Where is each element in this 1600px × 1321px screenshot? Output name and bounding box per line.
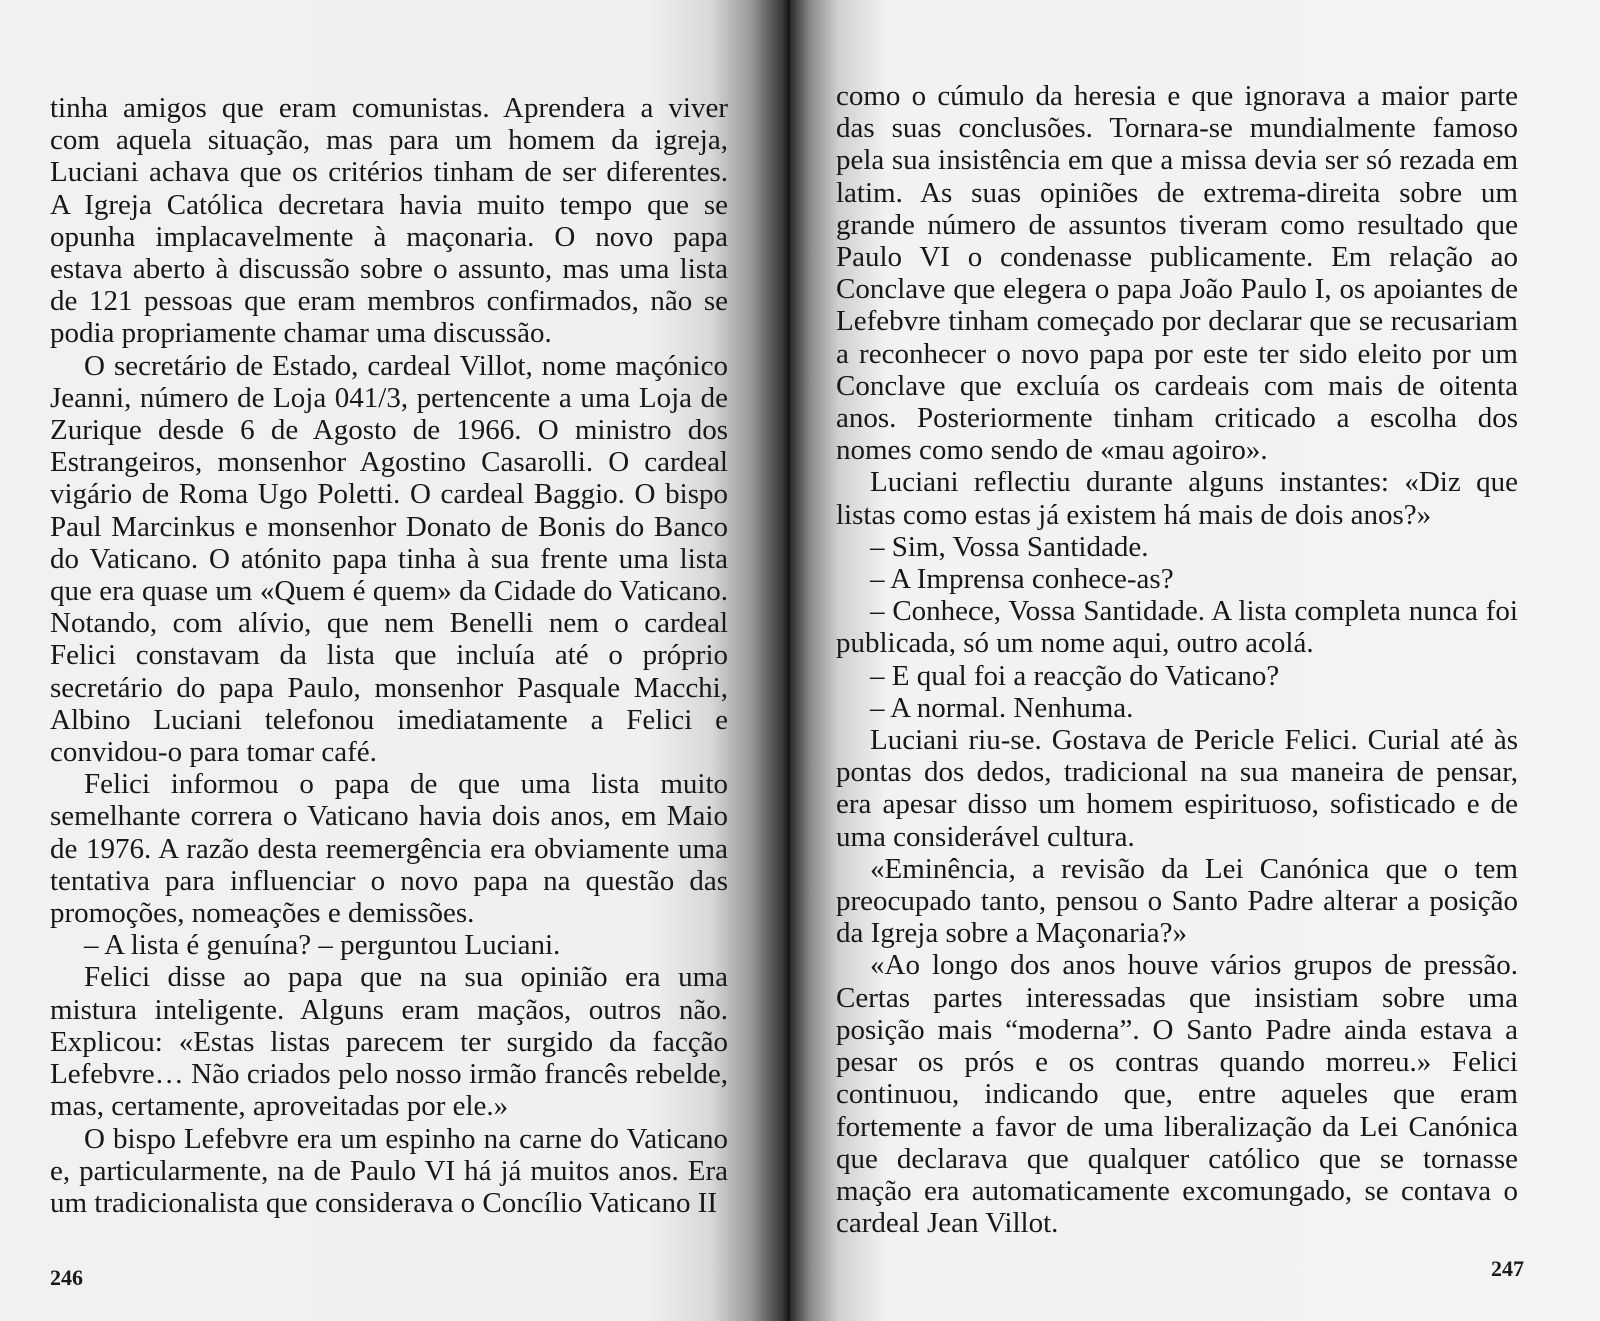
page-number: 246: [50, 1265, 83, 1290]
paragraph: tinha amigos que eram comunistas. Aprendera a viver com aquela situação, mas para um homem da igreja, Luciani achava que os critérios tinham de ser diferentes. A Igreja Católica decretara havia muito tempo que se opunha implacavelmente à maçonaria. O novo papa estava aberto à discussão sobre o assunto, mas uma lista de 121 pessoas que eram membros confirmados, não se podia propriamente chamar uma discussão.: [50, 92, 728, 350]
paragraph: O secretário de Estado, cardeal Villot, nome maçónico Jeanni, número de Loja 041/3, pertencente a uma Loja de Zurique desde 6 de Agosto de 1966. O ministro dos Estrangeiros, monsenhor Agostino Casarolli. O cardeal vigário de Roma Ugo Poletti. O cardeal Baggio. O bispo Paul Marcinkus e monsenhor Donato de Bonis do Banco do Vaticano. O atónito papa tinha à sua frente uma lista que era quase um «Quem é quem» da Cidade do Vaticano. Notando, com alívio, que nem Benelli nem o cardeal Felici constavam da lista que incluía até o próprio secretário do papa Paulo, monsenhor Pasquale Macchi, Albino Luciani telefonou imediatamente a Felici e convidou-o para tomar café.: [50, 349, 728, 769]
left-page-text: [50, 92, 728, 1219]
right-page-text: [836, 80, 1518, 1239]
paragraph: «Ao longo dos anos houve vários grupos de pressão. Certas partes interessadas que insistiam sobre uma posição mais “moderna”. O Santo Padre ainda estava a pesar os prós e os contras quando morreu.» Felici continuou, indicando que, entre aqueles que eram fortemente a favor de uma liberalização da Lei Canónica que declarava que qualquer católico que se tornasse mação era automaticamente excomungado, se contava o cardeal Jean Villot.: [836, 949, 1518, 1240]
left-page: [0, 0, 790, 1321]
paragraph: Luciani riu-se. Gostava de Pericle Felici. Curial até às pontas dos dedos, tradicional na sua maneira de pensar, era apesar disso um homem espirituoso, sofisticado e de uma considerável cultura.: [836, 724, 1518, 853]
paragraph: – Sim, Vossa Santidade.: [870, 530, 1149, 563]
paragraph: Felici disse ao papa que na sua opinião era uma mistura inteligente. Alguns eram maçãos, outros não. Explicou: «Estas listas parecem ter surgido da facção Lefebvre… Não criados pelo nosso irmão francês rebelde, mas, certamente, aproveitadas por ele.»: [50, 961, 728, 1123]
paragraph: – A normal. Nenhuma.: [870, 691, 1134, 724]
paragraph: «Eminência, a revisão da Lei Canónica que o tem preocupado tanto, pensou o Santo Padre alterar a posição da Igreja sobre a Maçonaria?»: [836, 852, 1518, 950]
page-number: 247: [1491, 1256, 1524, 1281]
paragraph: O bispo Lefebvre era um espinho na carne do Vaticano e, particularmente, na de Paulo VI há já muitos anos. Era um tradicionalista que considerava o Concílio Vaticano II: [50, 1122, 728, 1219]
paragraph: – A Imprensa conhece-as?: [870, 563, 1174, 596]
paragraph: – Conhece, Vossa Santidade. A lista completa nunca foi publicada, só um nome aqui, outro acolá.: [836, 595, 1518, 660]
paragraph: – E qual foi a reacção do Vaticano?: [870, 659, 1280, 692]
paragraph: Luciani reflectiu durante alguns instantes: «Diz que listas como estas já existem há mais de dois anos?»: [836, 466, 1518, 531]
right-page: [790, 0, 1600, 1321]
paragraph: como o cúmulo da heresia e que ignorava a maior parte das suas conclusões. Tornara-se mundialmente famoso pela sua insistência em que a missa devia ser só rezada em latim. As suas opiniões de extrema-direita sobre um grande número de assuntos tiveram como resultado que Paulo VI o condenasse publicamente. Em relação ao Conclave que elegera o papa João Paulo I, os apoiantes de Lefebvre tinham começado por declarar que se recusariam a reconhecer o novo papa por este ter sido eleito por um Conclave que excluía os cardeais com mais de oitenta anos. Posteriormente tinham criticado a escolha dos nomes como sendo de «mau agoiro».: [836, 80, 1518, 467]
paragraph: – A lista é genuína? – perguntou Luciani.: [84, 929, 561, 962]
paragraph: Felici informou o papa de que uma lista muito semelhante correra o Vaticano havia dois anos, em Maio de 1976. A razão desta reemergência era obviamente uma tentativa para influenciar o novo papa na questão das promoções, nomeações e demissões.: [50, 768, 728, 930]
